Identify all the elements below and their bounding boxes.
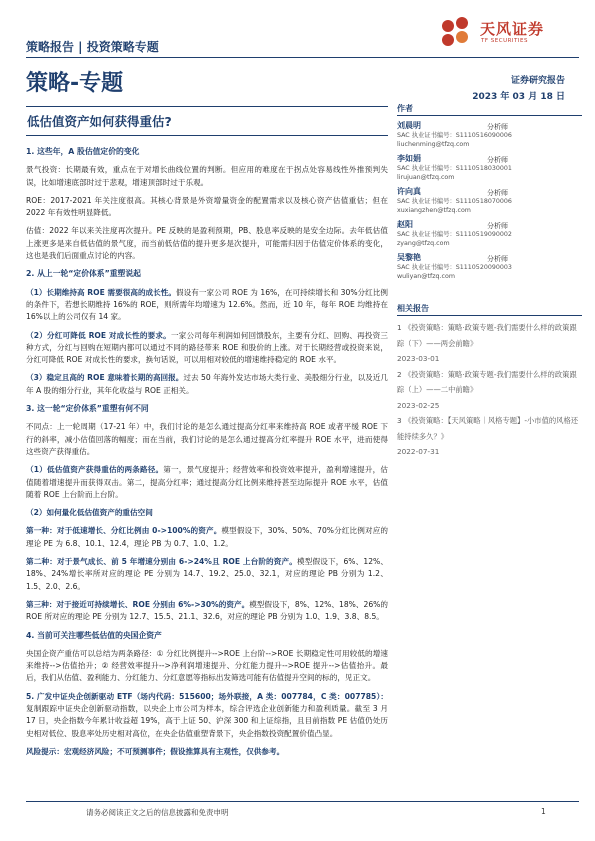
related-title[interactable]: 1 《投资策略：策略·政策专题-我们需要什么样的政策跟踪（下）——两会前瞻》 — [397, 323, 577, 348]
logo-name: 天风证券 — [480, 20, 545, 38]
paragraph-lead: （3）稳定且高的 ROE 意味着长期的高回报。 — [26, 373, 184, 383]
author-email[interactable]: xuxiangzhen@tfzq.com — [397, 207, 471, 214]
paragraph-body: 模型假设下，6%、12%、18%、24%增长率所对应的理论 PE 分别为 14.7、19.2、25.0、32.1，对应的理论 PB 分别为 1.2、1.5、2.0、2.6。 — [26, 557, 388, 591]
author-entry — [397, 120, 582, 149]
section-heading: 2. 从上一轮“定价体系”重塑说起 — [26, 269, 141, 279]
paragraph: 估值：2022 年以来关注度再次提升。PE 反映的是盈利预期，PB、股息率反映的是安全边际。去年低估值上涨更多是来自低估值的景气度，而当前低估值的提升更多是次提升，可能需归因于估值定价体系的变化，这也是我们后面重点讨论的内容。 — [26, 226, 388, 261]
paragraph-body: 模型假设下，8%、12%、18%、26%的 ROE 所对应的理论 PE 分别为 12.7、15.5、21.1、32.6，对应的理论 PB 分别为 1.0、1.9、3.8、8.5。 — [26, 599, 388, 622]
author-email[interactable]: lirujuan@tfzq.com — [397, 174, 455, 181]
footer-divider — [26, 801, 579, 802]
paragraph: ROE：2017-2021 年关注度很高。其核心背景是外资增量资金的配置需求以及核心资产估值重估；但在 2022 年有效性明显降低。 — [26, 195, 388, 218]
paragraph-lead: 第二种：对于景气成长、前 5 年增速分别由 6->24%且 ROE 上台阶的资产。 — [26, 557, 298, 567]
related-item[interactable] — [397, 413, 582, 460]
authors-heading: 作者 — [397, 103, 582, 116]
author-name: 李如娟 — [397, 154, 421, 163]
related-title[interactable]: 3 《投资策略：【天风策略｜风格专题】-小市值的风格还能持续多久？》 — [397, 416, 579, 441]
paragraph-body: 一家公司每年利润如何回馈股东，主要有分红、回购、再投资三种方式，分红与回购在短期内都可以通过不同的路径带来 ROE 和股价的上涨。对于长期经营或投资来说，分红可降低 ROE 对成长性的要求，换句话说，可以用相对较低的增速维持稳定的 ROE 水平。 — [26, 330, 389, 365]
paragraph — [26, 556, 388, 593]
section-heading: 1. 这些年，A 股估值定价的变化 — [26, 147, 140, 156]
author-sac: SAC 执业证书编号：S1110516090006 — [397, 132, 512, 139]
report-subtitle: 低估值资产如何获得重估? — [27, 114, 172, 129]
author-role: 分析师 — [487, 189, 508, 197]
paragraph: 景气投资：长期最有效，重点在于对增长曲线位置的判断。但应用的难度在于拐点处容易线性外推预判失误，比如增速底部时过于悲观，增速顶部时过于乐观。 — [26, 165, 388, 187]
author-entry — [397, 153, 582, 182]
author-entry — [397, 252, 582, 281]
author-name: 赵阳 — [397, 220, 413, 229]
related-date: 2023-02-25 — [397, 400, 440, 410]
paragraph-body: 模型假设下，30%、50%、70%分红比例对应的理论 PE 为 6.8、10.1、12.4，理论 PB 为 0.7、1.0、1.2。 — [26, 526, 388, 548]
author-name: 许向真 — [397, 187, 421, 196]
paragraph-lead: （2）如何量化低估值资产的重估空间 — [26, 508, 153, 518]
related-title[interactable]: 2 《投资策略：策略·政策专题-我们需要什么样的政策跟踪（上）——二中前瞻》 — [397, 369, 577, 394]
related-date: 2022-07-31 — [397, 447, 440, 456]
section-heading: 3. 这一轮“定价体系”重塑有何不同 — [26, 404, 149, 414]
author-email[interactable]: zyang@tfzq.com — [397, 240, 450, 247]
paragraph — [26, 691, 388, 740]
paragraph — [26, 464, 388, 501]
paragraph-body: 过去 50 年海外发达市场大类行业、美股细分行业，以及近几年 A 股的细分行业，其年化收益与 ROE 正相关。 — [26, 373, 388, 395]
paragraph: 央国企资产重估可以总结为两条路径：① 分红比例提升-->ROE 上台阶-->ROE 长期稳定性可用较低的增速来维持-->估值抬升；② 经营效率提升-->净利润增速提升、分红能力提升-->ROE 提升-->估值抬升。最后，我们从估值、盈利能力、分红能力、分红意愿等指标出发筛选可能有估值提升空间的标的，见正文。 — [26, 648, 388, 683]
page-number: 1 — [541, 807, 546, 816]
section-heading: 4. 当前可关注哪些低估值的央国企资产 — [26, 630, 162, 640]
footer-disclaimer: 请务必阅读正文之后的信息披露和免责申明 — [86, 808, 229, 817]
report-category: 策略报告 | 投资策略专题 — [26, 40, 159, 54]
author-email[interactable]: wuliyan@tfzq.com — [397, 273, 455, 280]
paragraph-body: 假设有一家公司 ROE 为 16%，在可持续增长和 30%分红比例的条件下，若想长期维持 16%的 ROE，则所需年均增速为 12.6%。然而，近 10 年，每年 ROE 均维持在 16%以上的公司仅有 14 家。 — [26, 287, 389, 322]
logo-mark-icon — [438, 16, 476, 50]
author-sac: SAC 执业证书编号：S1110518030001 — [397, 165, 512, 172]
paragraph-body: 第一，景气度提升；经营效率和投资效率提升，盈利增速提升，估值随着增速提升而获得双击。第二，提高分红率；通过提高分红比例来维持甚至边际提升 ROE 水平，估值随着 ROE 上台阶而上台阶。 — [26, 465, 388, 499]
risk-text: 风险提示：宏观经济风险；不可预测事件；假设推算具有主观性，仅供参考。 — [26, 746, 285, 756]
paragraph — [26, 525, 388, 550]
paragraph-lead: （2）分红可降低 ROE 对成长性的要求。 — [26, 330, 171, 340]
paragraph-lead: （1）长期维持高 ROE 需要很高的成长性。 — [26, 287, 177, 297]
paragraph: 不同点：上一轮周期（17-21 年）中，我们讨论的是怎么通过提高分红率来维持高 ROE 或者平缓 ROE 下行的斜率，减小估值回落的幅度；而在当前，我们讨论的是怎么通过提高分红率提升 ROE 水平，进而使得这些资产获得重估。 — [26, 422, 388, 456]
author-role: 分析师 — [487, 255, 508, 263]
author-role: 分析师 — [487, 156, 508, 164]
paragraph — [26, 599, 388, 624]
paragraph — [26, 507, 388, 519]
company-logo — [438, 16, 578, 50]
author-email[interactable]: liuchenming@tfzq.com — [397, 141, 470, 148]
logo-english: TF SECURITIES — [481, 38, 528, 44]
page-title: 策略-专题 — [26, 71, 124, 96]
related-item[interactable] — [397, 367, 582, 414]
risk-warning — [26, 746, 388, 758]
author-sac: SAC 执业证书编号：S1110519090002 — [397, 231, 512, 238]
related-item[interactable] — [397, 320, 582, 367]
paragraph — [26, 372, 388, 397]
paragraph-lead: 5. 广发中证央企创新驱动 ETF（场内代码：515600；场外联接，A 类：007784，C 类：007785）： — [26, 691, 388, 701]
paragraph-lead: （1）低估值资产获得重估的两条路径。 — [26, 465, 164, 475]
header-divider — [26, 57, 579, 58]
author-entry — [397, 219, 582, 248]
author-entry — [397, 186, 582, 215]
author-sac: SAC 执业证书编号：S1110520090003 — [397, 264, 512, 271]
report-date: 2023 年 03 月 18 日 — [472, 92, 565, 102]
author-name: 吴黎艳 — [397, 253, 421, 262]
related-heading: 相关报告 — [397, 303, 582, 316]
author-sac: SAC 执业证书编号：S1110518070006 — [397, 198, 512, 205]
report-type: 证券研究报告 — [510, 76, 565, 86]
main-content — [26, 142, 388, 764]
paragraph — [26, 287, 388, 324]
paragraph-body: 复制跟踪中证央企创新驱动指数，以央企上市公司为样本，综合评选企业创新能力和盈利质量。截至 3 月 17 日，央企指数今年累计收益超 19%，高于上证 50、沪深 300 和上证综指，且目前指数 PE 估值仍处历史相对低位、股息率处历史相对高位，在央企估值重塑背景下，央企指数投资配置价值凸显。 — [26, 703, 388, 738]
paragraph-lead: 第三种：对于接近可持续增长、ROE 分别由 6%->30%的资产。 — [26, 599, 250, 609]
paragraph — [26, 330, 388, 367]
author-role: 分析师 — [487, 123, 508, 131]
author-name: 刘晨明 — [397, 121, 421, 130]
sidebar — [397, 103, 582, 460]
author-role: 分析师 — [487, 222, 508, 230]
paragraph-lead: 第一种：对于低速增长、分红比例由 0->100%的资产。 — [26, 526, 222, 536]
related-date: 2023-03-01 — [397, 354, 440, 363]
